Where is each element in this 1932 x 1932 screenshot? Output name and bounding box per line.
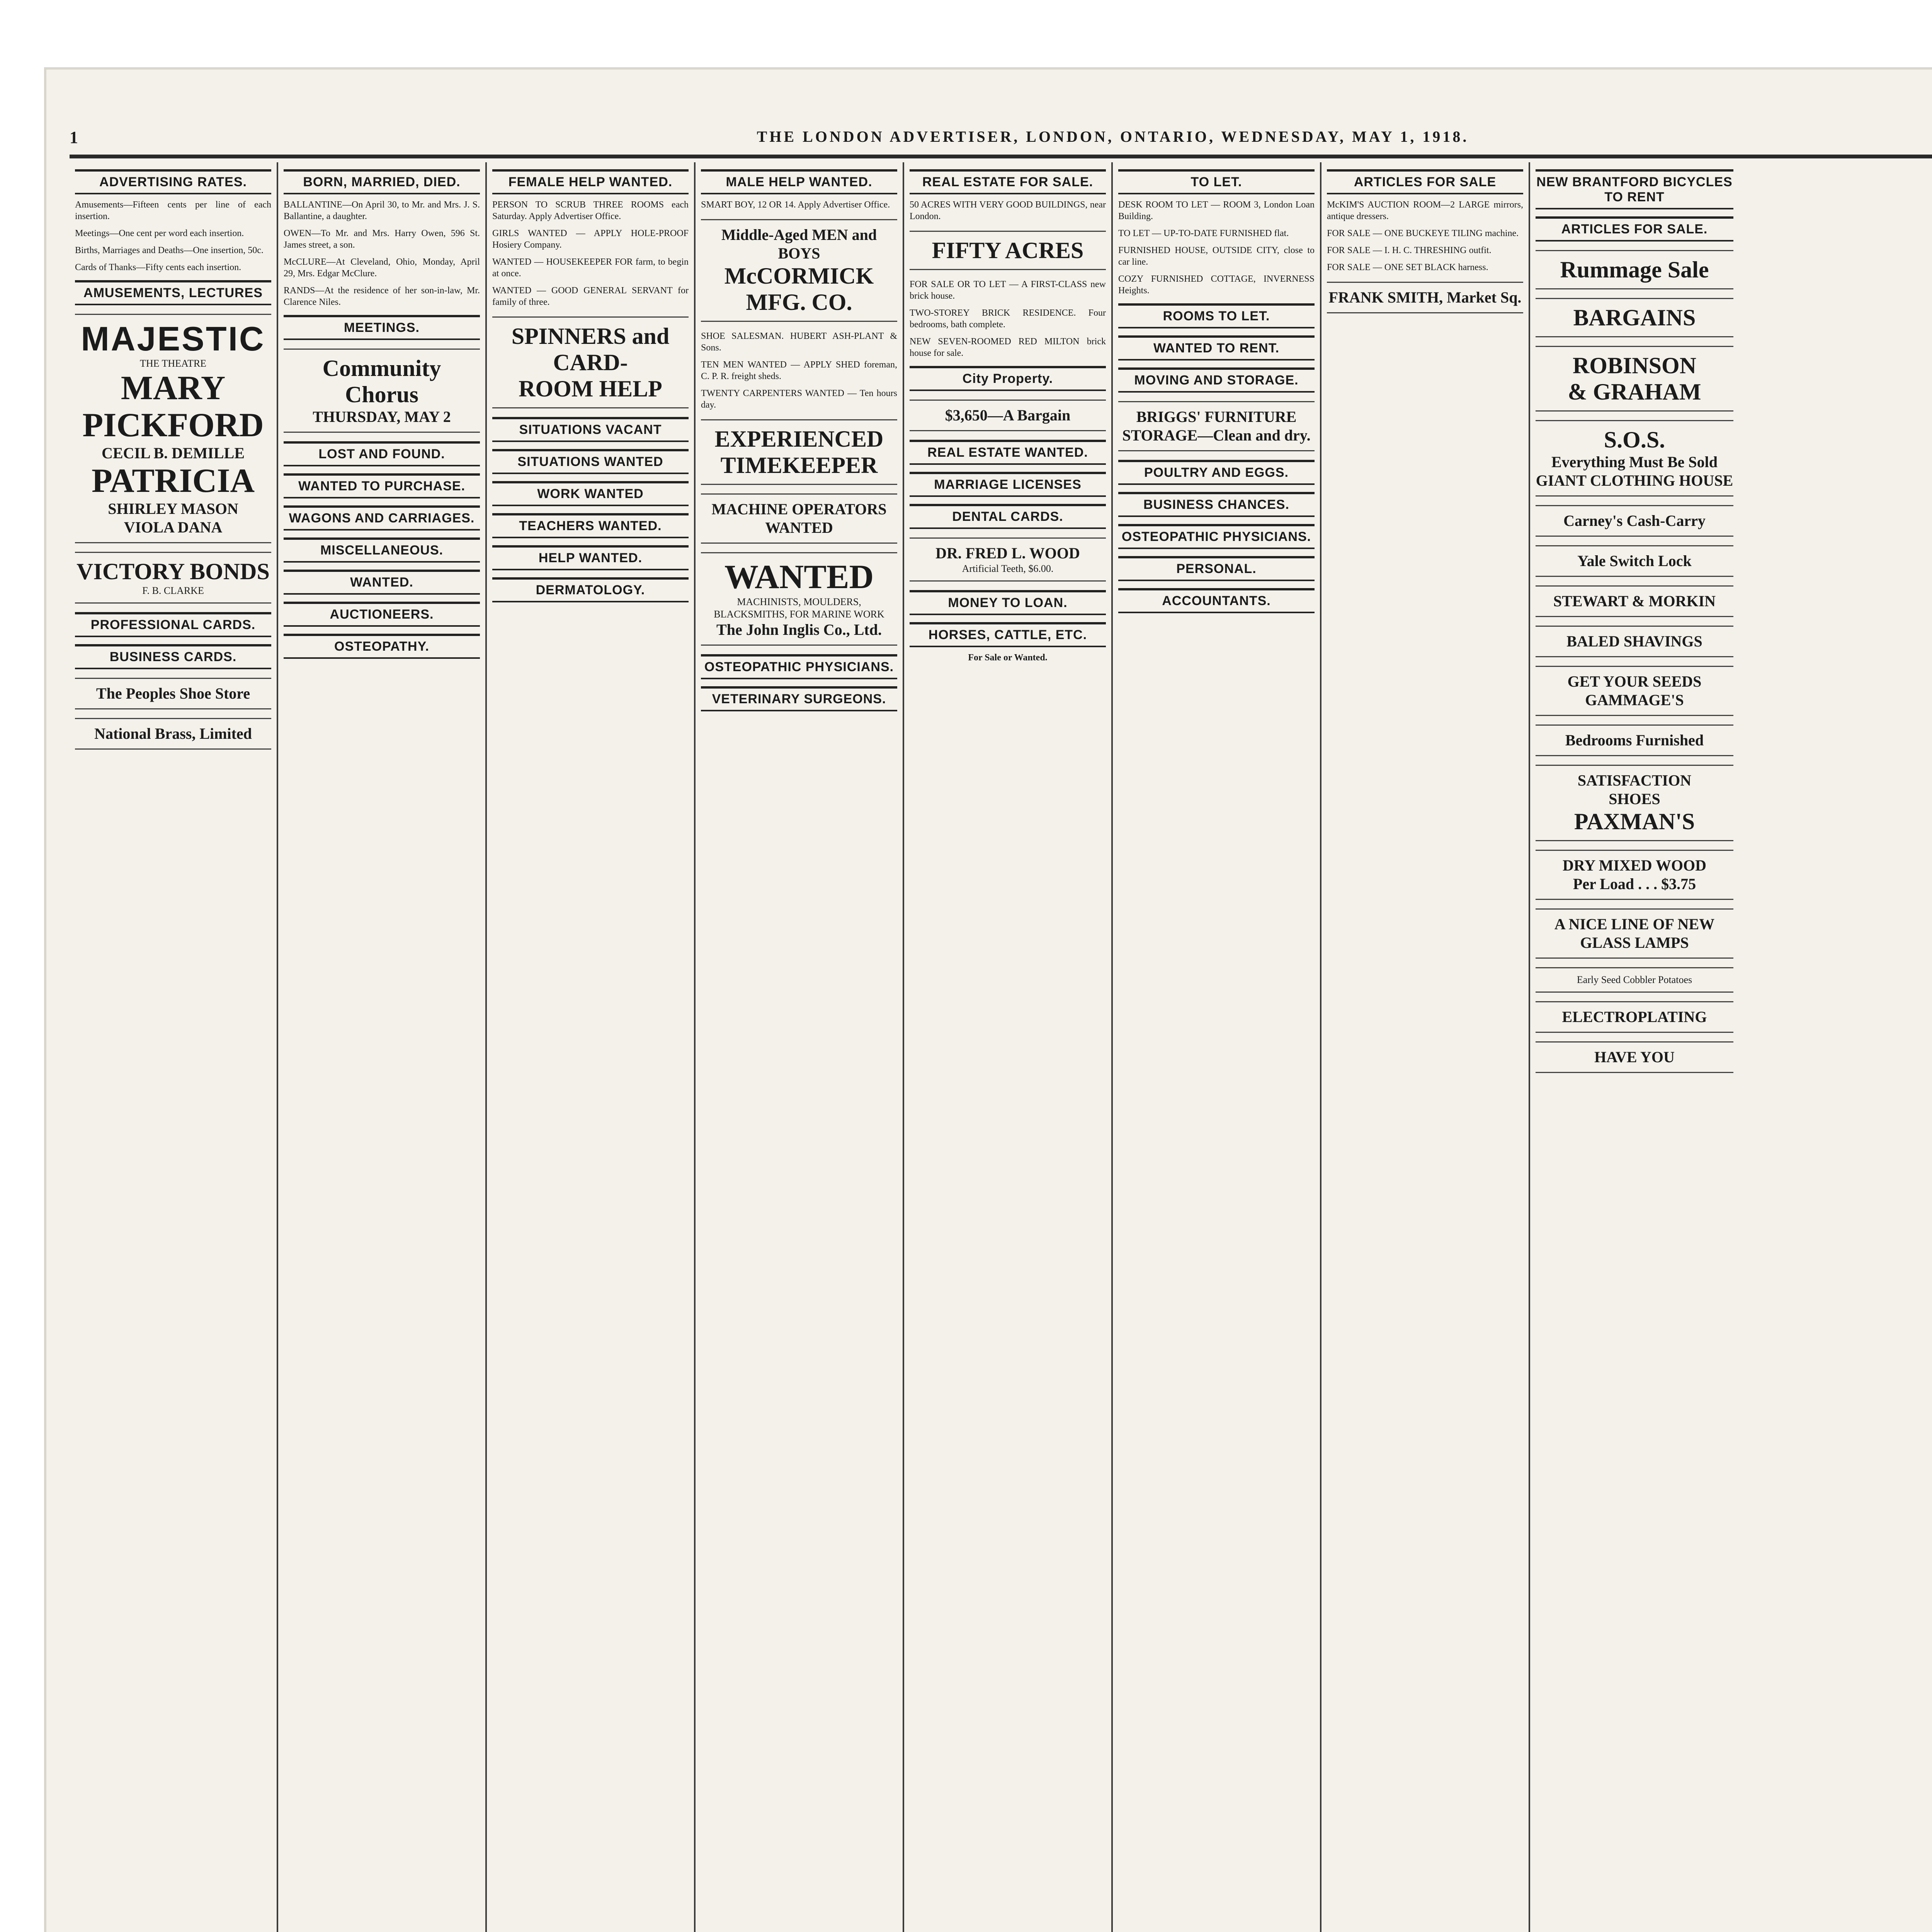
section-heading: WAGONS AND CARRIAGES. [284,505,480,531]
machine-operators-ad [701,493,897,544]
section-heading: MISCELLANEOUS. [284,537,480,563]
mccormick-name: McCORMICK MFG. CO. [724,263,874,315]
section-heading: BUSINESS CARDS. [75,644,271,669]
frank-smith-ad [1327,282,1523,313]
section-heading: MOVING AND STORAGE. [1118,367,1315,393]
brass-name: National Brass, Limited [94,725,252,742]
paxman-name: PAXMAN'S [1574,809,1695,834]
briggs-ad [1118,401,1315,451]
section-heading: WORK WANTED [492,481,689,506]
section-heading: WANTED. [284,570,480,595]
machine-title: MACHINE OPERATORS [711,500,887,518]
potatoes-title: Early Seed Cobbler Potatoes [1577,974,1692,985]
section-heading: MONEY TO LOAN. [910,590,1106,615]
feature-name: SHIRLEY MASON [108,500,238,517]
electroplating-title: ELECTROPLATING [1562,1008,1707,1026]
section-heading: SITUATIONS WANTED [492,449,689,474]
section-heading: TO LET. [1118,169,1315,194]
section-heading: PROFESSIONAL CARDS. [75,612,271,637]
inglis-name: The John Inglis Co., Ltd. [716,621,882,638]
section-heading: ADVERTISING RATES. [75,169,271,194]
bargains-ad [1536,298,1733,337]
ad-text: FOR SALE OR TO LET — A FIRST-CLASS new brick house. [910,279,1106,301]
spinners-title: SPINNERS and CARD- [511,323,670,375]
section-heading: OSTEOPATHIC PHYSICIANS. [701,654,897,679]
giant-house-name: GIANT CLOTHING HOUSE [1536,472,1733,489]
have-you-ad [1536,1041,1733,1073]
have-you-title: HAVE YOU [1594,1048,1675,1066]
ad-text: 50 ACRES WITH VERY GOOD BUILDINGS, near London. [910,200,1106,221]
lamps-title: A NICE LINE OF NEW [1554,915,1715,933]
frank-smith-name: FRANK SMITH, Market Sq. [1328,289,1522,306]
ad-text: TWO-STOREY BRICK RESIDENCE. Four bedrooms, bath complete. [910,308,1106,330]
timekeeper-ad [701,419,897,485]
masthead: THE LONDON ADVERTISER, LONDON, ONTARIO, WEDNESDAY, MAY 1, 1918. [757,128,1469,145]
ad-text: RANDS—At the residence of her son-in-law, Mr. Clarence Niles. [284,286,480,307]
bedrooms-ad [1536,724,1733,756]
timekeeper-title: TIMEKEEPER [720,452,878,478]
section-heading: NEW BRANTFORD BICYCLES TO RENT [1536,169,1733,209]
robinson-graham-ad [1536,346,1733,412]
ad-text: SMART BOY, 12 OR 14. Apply Advertiser Office. [701,200,890,210]
ad-text: GIRLS WANTED — APPLY HOLE-PROOF Hosiery Company. [492,228,689,250]
page-number: 1 [70,128,80,147]
wood-ad [1536,850,1733,900]
chorus-date: THURSDAY, MAY 2 [313,408,451,425]
ad-text: Births, Marriages and Deaths—One insertion, 50c. [75,245,264,255]
feature-name: PICKFORD [82,406,264,444]
section-heading: REAL ESTATE WANTED. [910,440,1106,465]
section-heading: HELP WANTED. [492,545,689,570]
satisfaction-title: SHOES [1609,790,1660,808]
wood-price: Per Load . . . $3.75 [1573,875,1696,893]
section-heading: BUSINESS CHANCES. [1118,492,1315,517]
ad-text: TWENTY CARPENTERS WANTED — Ten hours day. [701,388,897,410]
shoe-store-ad [75,678,271,709]
satisfaction-title: SATISFACTION [1577,772,1692,789]
gammage-name: GAMMAGE'S [1585,691,1684,709]
spinners-title: ROOM HELP [519,376,662,401]
dentist-name: DR. FRED L. WOOD [935,544,1080,562]
feature-name: VIOLA DANA [124,519,223,536]
section-heading: VETERINARY SURGEONS. [701,686,897,711]
ad-text: BALLANTINE—On April 30, to Mr. and Mrs. J. S. Ballantine, a daughter. [284,200,480,221]
acres-title: FIFTY ACRES [932,238,1084,263]
yale-ad [1536,545,1733,577]
column-5 [904,162,1113,1932]
column-8 [1530,162,1739,1932]
section-heading: ROOMS TO LET. [1118,303,1315,328]
bonds-ad [75,552,271,604]
feature-name: PATRICIA [91,462,255,500]
ad-text: Amusements—Fifteen cents per line of each insertion. [75,200,271,221]
potatoes-ad [1536,967,1733,993]
yale-title: Yale Switch Lock [1577,552,1692,570]
feature-name: CECIL B. DEMILLE [101,444,245,462]
carney-title: Carney's Cash-Carry [1563,512,1706,529]
column-2 [278,162,487,1932]
section-heading: MEETINGS. [284,315,480,340]
dentist-offer: Artificial Teeth, $6.00. [962,563,1054,574]
feature-name: MARY [121,369,226,407]
lamps-title: GLASS LAMPS [1580,934,1689,951]
section-heading: FEMALE HELP WANTED. [492,169,689,194]
classified-columns [70,162,1932,1932]
sos-title: S.O.S. [1604,427,1665,452]
ad-text: TO LET — UP-TO-DATE FURNISHED flat. [1118,228,1289,238]
bargains-title: BARGAINS [1573,305,1696,330]
lamps-ad [1536,908,1733,959]
section-heading: ARTICLES FOR SALE [1327,169,1523,194]
bedrooms-title: Bedrooms Furnished [1565,731,1704,749]
briggs-title: BRIGGS' FURNITURE STORAGE—Clean and dry. [1122,408,1311,444]
ad-text: McCLURE—At Cleveland, Ohio, Monday, April 29, Mrs. Edgar McClure. [284,257,480,279]
section-heading: OSTEOPATHIC PHYSICIANS. [1118,524,1315,549]
electroplating-ad [1536,1001,1733,1033]
section-heading: HORSES, CATTLE, ETC. [910,622,1106,647]
section-heading: SITUATIONS VACANT [492,417,689,442]
seeds-title: GET YOUR SEEDS [1567,673,1702,690]
section-heading: BORN, MARRIED, DIED. [284,169,480,194]
bargain-title: $3,650—A Bargain [945,406,1071,424]
section-subheading: For Sale or Wanted. [968,653,1048,663]
section-heading: AMUSEMENTS, LECTURES [75,280,271,305]
section-heading: TEACHERS WANTED. [492,513,689,538]
stewart-ad [1536,585,1733,617]
sos-ad [1536,420,1733,497]
ad-text: Meetings—One cent per word each insertion. [75,228,244,238]
section-heading: ARTICLES FOR SALE. [1536,216,1733,242]
ad-text: McKIM'S AUCTION ROOM—2 LARGE mirrors, antique dressers. [1327,200,1523,221]
carney-ad [1536,505,1733,537]
column-3 [487,162,696,1932]
timekeeper-title: EXPERIENCED [714,426,884,452]
ad-text: WANTED — GOOD GENERAL SERVANT for family of three. [492,286,689,307]
shavings-title: BALED SHAVINGS [1566,633,1702,650]
section-heading: DERMATOLOGY. [492,577,689,602]
mccormick-ad [701,219,897,322]
shavings-ad [1536,626,1733,657]
ad-text: OWEN—To Mr. and Mrs. Harry Owen, 596 St. James street, a son. [284,228,480,250]
ad-text: COZY FURNISHED COTTAGE, INVERNESS Heights. [1118,274,1315,296]
section-heading: WANTED TO RENT. [1118,335,1315,361]
running-head [70,128,1932,158]
section-heading: City Property. [910,366,1106,391]
column-4 [696,162,904,1932]
section-heading: REAL ESTATE FOR SALE. [910,169,1106,194]
ad-text: Cards of Thanks—Fifty cents each insertion. [75,262,242,272]
section-heading: PERSONAL. [1118,556,1315,581]
spinners-ad [492,316,689,408]
bonds-title: VICTORY BONDS [77,559,270,584]
ad-text: FURNISHED HOUSE, OUTSIDE CITY, close to car line. [1118,245,1315,267]
column-7 [1321,162,1530,1932]
ad-text: SHOE SALESMAN. HUBERT ASH-PLANT & Sons. [701,331,897,353]
section-heading: POULTRY AND EGGS. [1118,460,1315,485]
ad-text: NEW SEVEN-ROOMED RED MILTON brick house for sale. [910,337,1106,358]
section-heading: OSTEOPATHY. [284,634,480,659]
chorus-title: Community Chorus [322,355,441,407]
ad-text: PERSON TO SCRUB THREE ROOMS each Saturday. Apply Advertiser Office. [492,200,689,221]
seeds-ad [1536,666,1733,716]
section-heading: LOST AND FOUND. [284,441,480,466]
section-heading: WANTED TO PURCHASE. [284,473,480,498]
acres-ad [910,231,1106,270]
column-1 [70,162,278,1932]
mccormick-title: Middle-Aged MEN and BOYS [721,226,877,262]
ad-text: DESK ROOM TO LET — ROOM 3, London Loan Building. [1118,200,1315,221]
rummage-ad [1536,250,1733,289]
robinson-name: ROBINSON [1572,353,1697,378]
ad-text: TEN MEN WANTED — APPLY SHED foreman, C. P. R. freight sheds. [701,360,897,381]
ad-text: FOR SALE — ONE BUCKEYE TILING machine. [1327,228,1519,238]
ad-text: FOR SALE — ONE SET BLACK harness. [1327,262,1488,272]
bargain-ad [910,400,1106,431]
chorus-ad [284,349,480,433]
section-heading: AUCTIONEERS. [284,602,480,627]
rummage-title: Rummage Sale [1560,257,1709,282]
section-heading: MARRIAGE LICENSES [910,472,1106,497]
brass-ad [75,718,271,750]
majestic-title: MAJESTIC [81,320,265,358]
wanted-trades: MACHINISTS, MOULDERS, BLACKSMITHS, FOR MARINE WORK [714,596,884,620]
machine-title: WANTED [765,519,833,536]
majestic-ad [75,314,271,543]
graham-name: & GRAHAM [1568,379,1701,405]
majestic-subtitle: THE THEATRE [139,358,207,369]
section-heading: MALE HELP WANTED. [701,169,897,194]
shoe-store-name: The Peoples Shoe Store [96,685,250,702]
satisfaction-ad [1536,765,1733,841]
column-6 [1113,162,1321,1932]
wanted-title: WANTED [724,558,874,596]
sos-subtitle: Everything Must Be Sold [1551,453,1718,471]
dentist-ad [910,537,1106,582]
bonds-broker: F. B. CLARKE [142,585,204,596]
section-heading: ACCOUNTANTS. [1118,588,1315,613]
inglis-ad [701,552,897,646]
ad-text: WANTED — HOUSEKEEPER FOR farm, to begin at once. [492,257,689,279]
wood-title: DRY MIXED WOOD [1563,857,1706,874]
section-heading: DENTAL CARDS. [910,504,1106,529]
ad-text: FOR SALE — I. H. C. THRESHING outfit. [1327,245,1492,255]
stewart-title: STEWART & MORKIN [1553,592,1716,610]
